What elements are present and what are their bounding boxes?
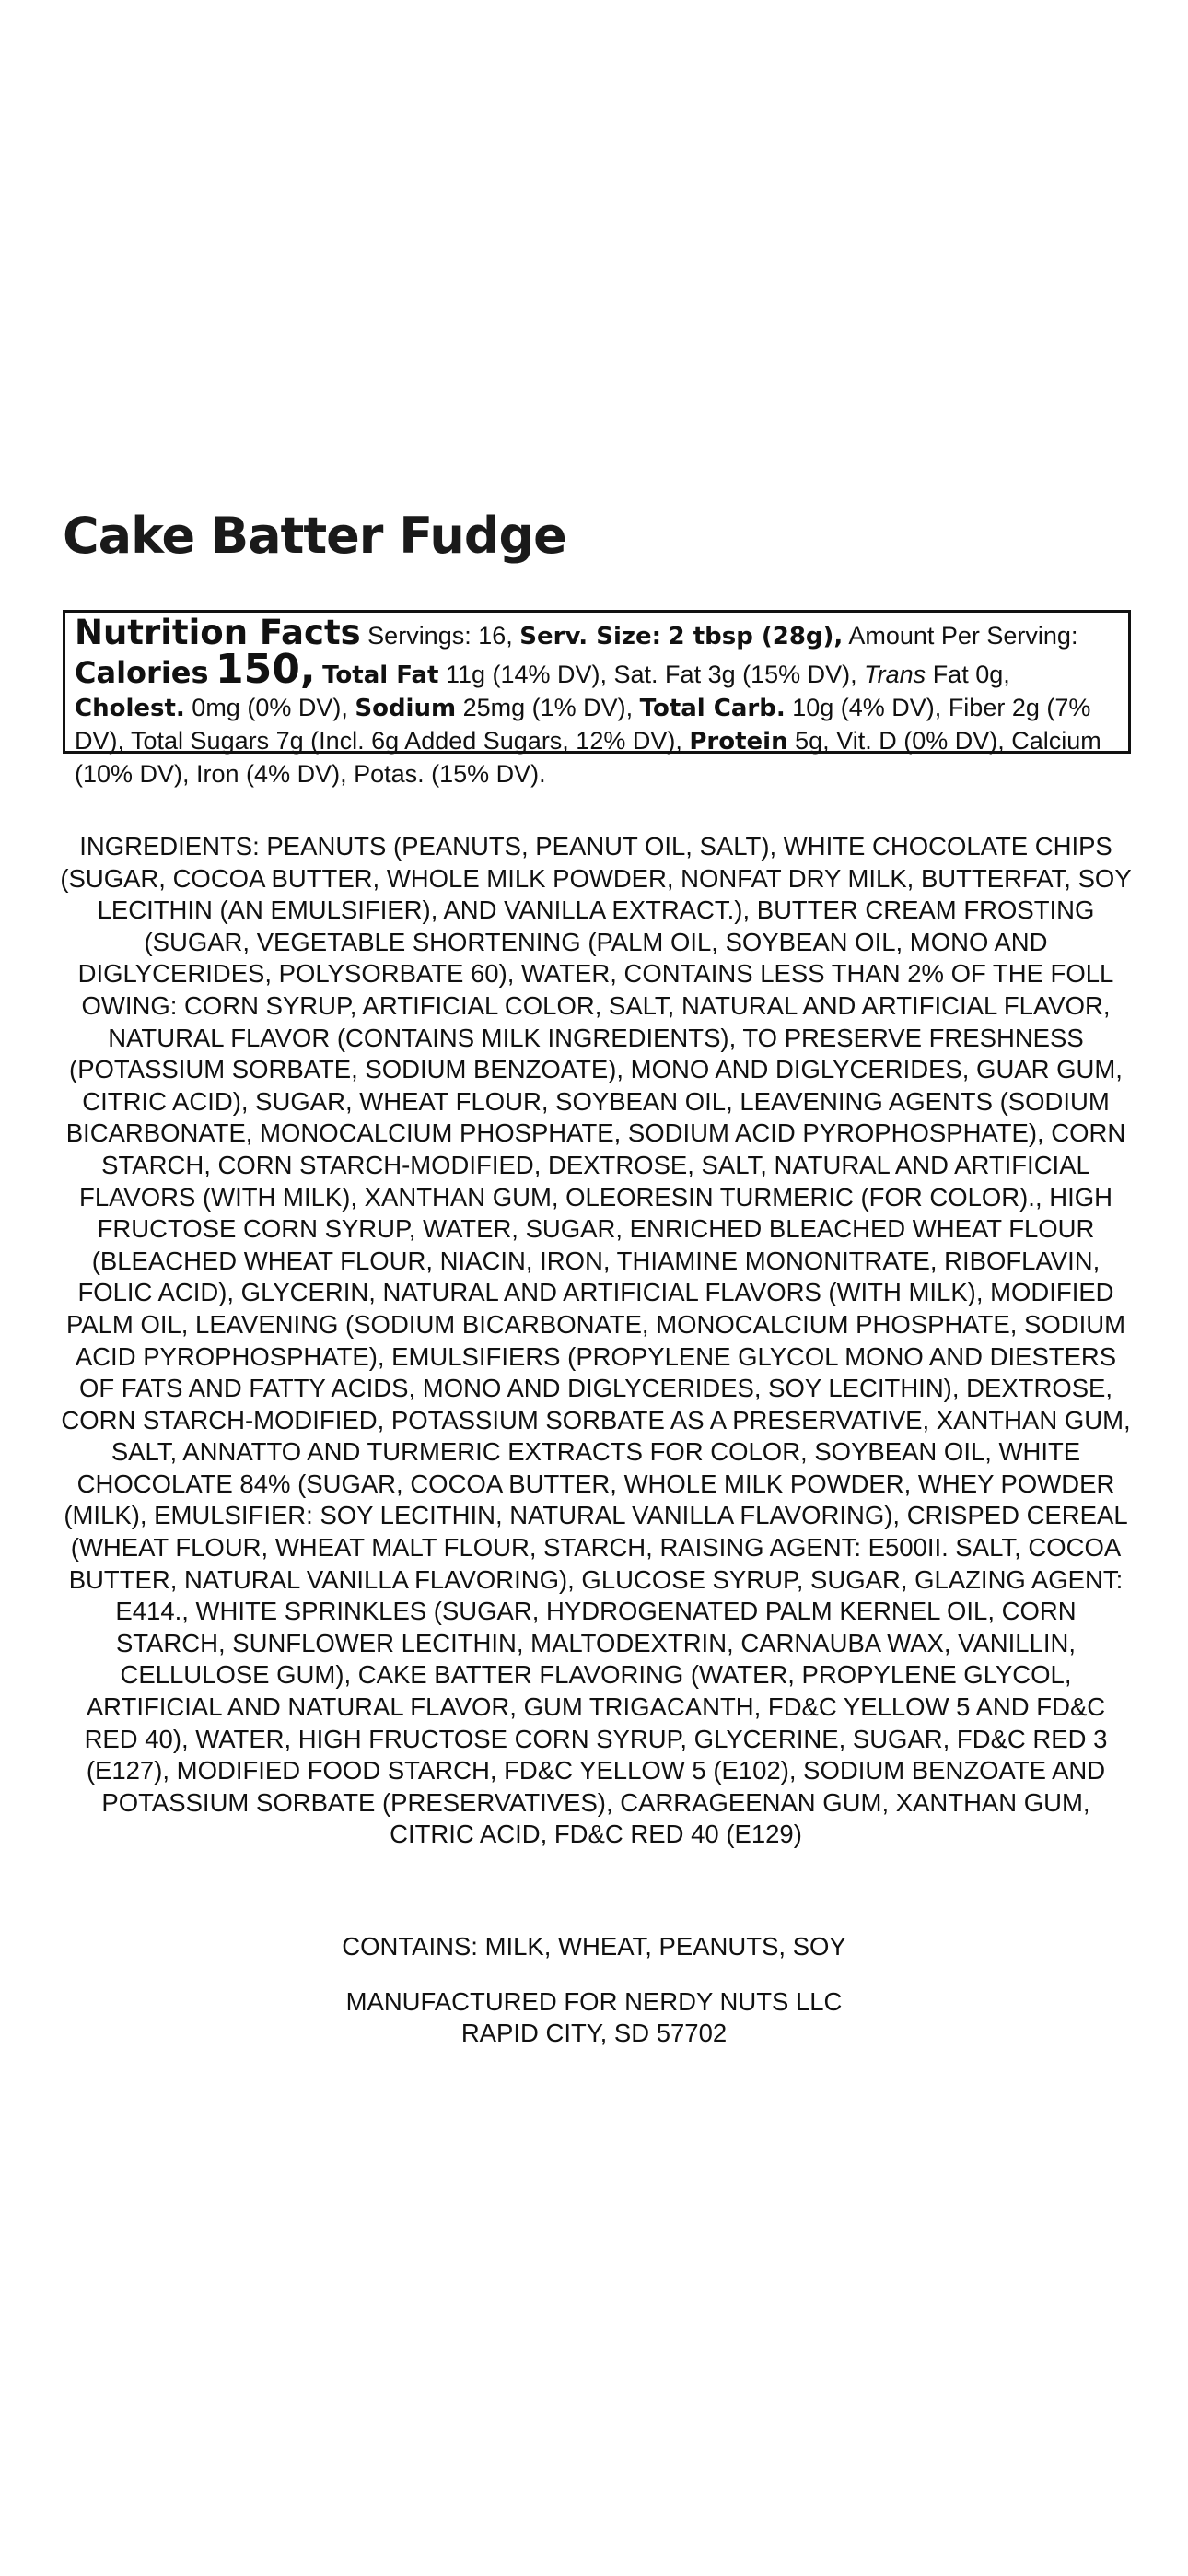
product-title: Cake Batter Fudge xyxy=(63,507,566,565)
micronutrients: Vit. D (0% DV), Calcium (10% DV), Iron (4% DV), Potas. (15% DV). xyxy=(75,727,1101,788)
nutrition-facts-panel xyxy=(63,610,1131,788)
saturated-fat: Sat. Fat 3g (15% DV), xyxy=(613,661,857,688)
cholesterol-value: 0mg (0% DV), xyxy=(192,694,348,721)
serving-size-label: Serv. Size: xyxy=(519,623,662,650)
total-carb-value: 10g (4% DV), xyxy=(792,694,942,721)
manufacturer-info xyxy=(0,1986,1188,2049)
sodium-label: Sodium xyxy=(355,695,457,722)
manufacturer-name: MANUFACTURED FOR NERDY NUTS LLC xyxy=(345,1987,843,2016)
cholesterol-label: Cholest. xyxy=(75,695,185,722)
total-fat-value: 11g (14% DV), xyxy=(445,661,608,688)
servings-text: Servings: 16, xyxy=(367,622,513,650)
product-label xyxy=(0,488,1188,2055)
nutrition-facts-heading: Nutrition Facts xyxy=(75,613,361,652)
protein-label: Protein xyxy=(689,728,788,755)
sodium-value: 25mg (1% DV), xyxy=(462,694,634,721)
total-carb-label: Total Carb. xyxy=(639,695,786,722)
calories-label: Calories xyxy=(75,655,209,690)
fiber-and-sugars: Fiber 2g (7% DV), Total Sugars 7g (Incl. 6g Added Sugars, 12% DV), xyxy=(75,694,1091,755)
trans-fat-label: Trans xyxy=(864,661,926,688)
trans-fat-value: Fat 0g, xyxy=(932,661,1010,688)
total-fat-label: Total Fat xyxy=(322,662,439,689)
protein-value: 5g, xyxy=(795,727,830,755)
amount-per-serving: Amount Per Serving: xyxy=(848,622,1078,650)
ingredients-list: INGREDIENTS: PEANUTS (PEANUTS, PEANUT OIL, SALT), WHITE CHOCOLATE CHIPS (SUGAR, COCOA BUTTER, WHOLE MILK POWDER, NONFAT DRY MILK, BUTTERFAT, SOY LECITHIN (AN EMULSIFIER), AND VANILLA EXTRACT.), BUTTER CREAM FROSTING (SUGAR, VEGETABLE SHORTENING (PALM OIL, SOYBEAN OIL, MONO AND DIGLYCERIDES, POLYSORBATE 60), WATER, CONTAINS LESS THAN 2% OF THE FOLL OWING: CORN SYRUP, ARTIFICIAL COLOR, SALT, NATURAL AND ARTIFICIAL FLAVOR, NATURAL FLAVOR (CONTAINS MILK INGREDIENTS), TO PRESERVE FRESHNESS (POTASSIUM SORBATE, SODIUM BENZOATE), MONO AND DIGLYCERIDES, GUAR GUM, CITRIC ACID), SUGAR, WHEAT FLOUR, SOYBEAN OIL, LEAVENING AGENTS (SODIUM BICARBONATE, MONOCALCIUM PHOSPHATE, SODIUM ACID PYROPHOSPHATE), CORN STARCH, CORN STARCH-MODIFIED, DEXTROSE, SALT, NATURAL AND ARTIFICIAL FLAVORS (WITH MILK), XANTHAN GUM, OLEORESIN TURMERIC (FOR COLOR)., HIGH FRUCTOSE CORN SYRUP, WATER, SUGAR, ENRICHED BLEACHED WHEAT FLOUR (BLEACHED WHEAT FLOUR, NIACIN, IRON, THIAMINE MONONITRATE, RIBOFLAVIN, FOLIC ACID), GLYCERIN, NATURAL AND ARTIFICIAL FLAVORS (WITH MILK), MODIFIED PALM OIL, LEAVENING (SODIUM BICARBONATE, MONOCALCIUM PHOSPHATE, SODIUM ACID PYROPHOSPHATE), EMULSIFIERS (PROPYLENE GLYCOL MONO AND DIESTERS OF FATS AND FATTY ACIDS, MONO AND DIGLYCERIDES, SOY LECITHIN), DEXTROSE, CORN STARCH-MODIFIED, POTASSIUM SORBATE AS A PRESERVATIVE, XANTHAN GUM, SALT, ANNATTO AND TURMERIC EXTRACTS FOR COLOR, SOYBEAN OIL, WHITE CHOCOLATE 84% (SUGAR, COCOA BUTTER, WHOLE MILK POWDER, WHEY POWDER (MILK), EMULSIFIER: SOY LECITHIN, NATURAL VANILLA FLAVORING), CRISPED CEREAL (WHEAT FLOUR, WHEAT MALT FLOUR, STARCH, RAISING AGENT: E500II. SALT, COCOA BUTTER, NATURAL VANILLA FLAVORING), GLUCOSE SYRUP, SUGAR, GLAZING AGENT: E414., WHITE SPRINKLES (SUGAR, HYDROGENATED PALM KERNEL OIL, CORN STARCH, SUNFLOWER LECITHIN, MALTODEXTRIN, CARNAUBA WAX, VANILLIN, CELLULOSE GUM), CAKE BATTER FLAVORING (WATER, PROPYLENE GLYCOL, ARTIFICIAL AND NATURAL FLAVOR, GUM TRIGACANTH, FD&C YELLOW 5 AND FD&C RED 40), WATER, HIGH FRUCTOSE CORN SYRUP, GLYCERINE, SUGAR, FD&C RED 3 (E127), MODIFIED FOOD STARCH, FD&C YELLOW 5 (E102), SODIUM BENZOATE AND POTASSIUM SORBATE (PRESERVATIVES), CARRAGEENAN GUM, XANTHAN GUM, CITRIC ACID, FD&C RED 40 (E129) xyxy=(60,832,1132,1849)
manufacturer-address: RAPID CITY, SD 57702 xyxy=(460,2019,728,2047)
allergen-statement: CONTAINS: MILK, WHEAT, PEANUTS, SOY xyxy=(342,1932,846,1961)
calories-value: 150, xyxy=(215,646,316,693)
serving-size-value: 2 tbsp (28g), xyxy=(668,623,844,650)
